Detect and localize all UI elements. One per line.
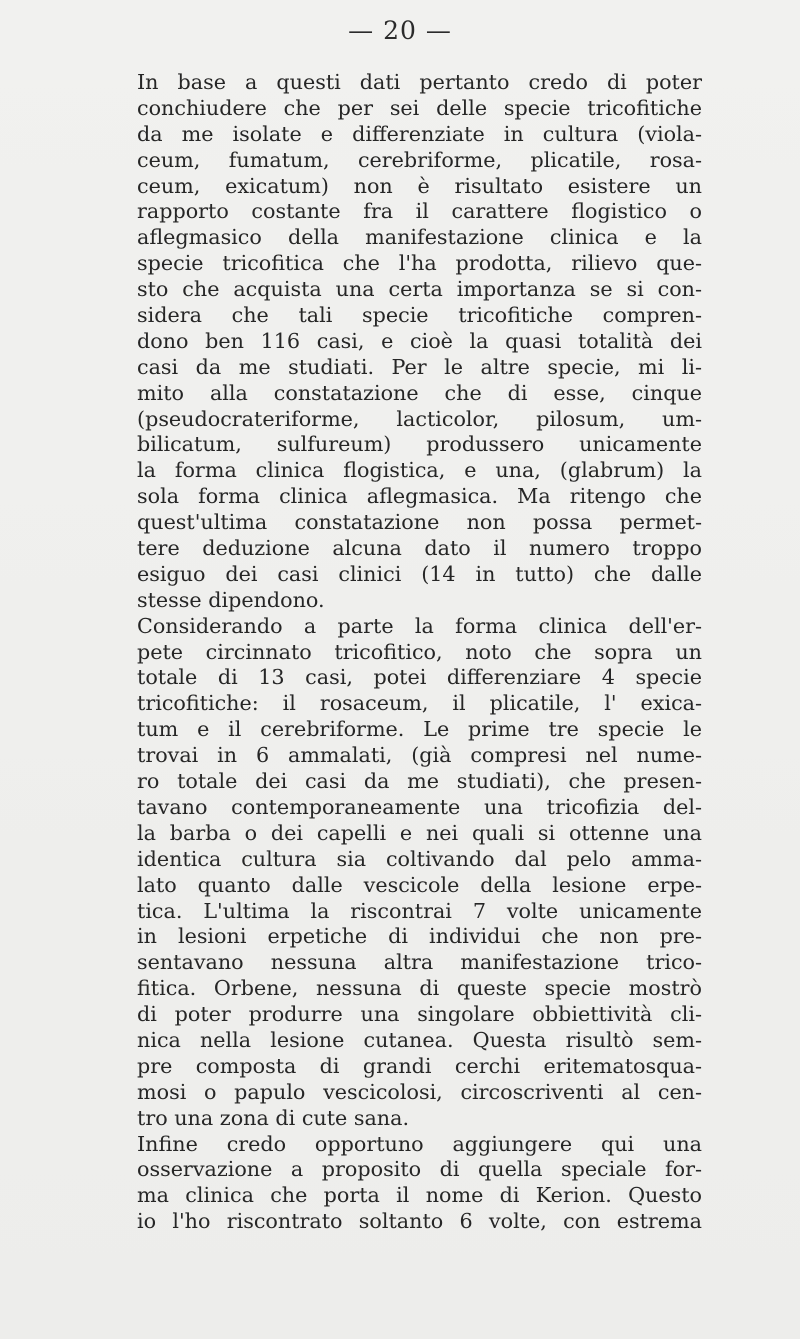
body-text xyxy=(137,70,702,1235)
text-line: ro totale dei casi da me studiati), che presen- xyxy=(137,769,702,794)
text-line: sidera che tali specie tricofitiche compren- xyxy=(137,303,702,328)
text-line: mosi o papulo vescicolosi, circoscriventi al cen- xyxy=(137,1079,702,1104)
text-line: lato quanto dalle vescicole della lesione erpe- xyxy=(137,872,702,897)
text-line: osservazione a proposito di quella speciale for- xyxy=(137,1157,702,1182)
text-line: tere deduzione alcuna dato il numero troppo xyxy=(137,536,702,561)
text-line: trovai in 6 ammalati, (già compresi nel nume- xyxy=(137,743,702,768)
page-number: — 20 — xyxy=(348,16,452,45)
text-line: ceum, exicatum) non è risultato esistere un xyxy=(137,173,702,198)
text-line: la barba o dei capelli e nei quali si ottenne una xyxy=(137,820,702,845)
text-line: sola forma clinica aflegmasica. Ma ritengo che xyxy=(137,484,702,509)
text-line: ceum, fumatum, cerebriforme, plicatile, rosa- xyxy=(137,147,702,172)
text-line: io l'ho riscontrato soltanto 6 volte, con estrema xyxy=(137,1209,702,1234)
text-line: tica. L'ultima la riscontrai 7 volte unicamente xyxy=(137,898,702,923)
text-line: quest'ultima constatazione non possa permet- xyxy=(137,510,702,535)
text-line: di poter produrre una singolare obbiettività cli- xyxy=(137,1002,702,1027)
text-line: (pseudocrateriforme, lacticolor, pilosum, um- xyxy=(137,406,702,431)
text-line: Considerando a parte la forma clinica dell'er- xyxy=(137,613,702,638)
text-line: specie tricofitica che l'ha prodotta, rilievo que- xyxy=(137,251,702,276)
text-line: in lesioni erpetiche di individui che non pre- xyxy=(137,924,702,949)
text-line: aflegmasico della manifestazione clinica e la xyxy=(137,225,702,250)
text-line: tro una zona di cute sana. xyxy=(137,1105,410,1130)
text-line: totale di 13 casi, potei differenziare 4 specie xyxy=(137,665,702,690)
text-line: nica nella lesione cutanea. Questa risultò sem- xyxy=(137,1027,702,1052)
text-line: identica cultura sia coltivando dal pelo amma- xyxy=(137,846,702,871)
text-line: stesse dipendono. xyxy=(137,587,325,612)
text-line: pete circinnato tricofitico, noto che sopra un xyxy=(137,639,702,664)
text-line: ma clinica che porta il nome di Kerion. Questo xyxy=(137,1183,702,1208)
text-line: dono ben 116 casi, e cioè la quasi totalità dei xyxy=(137,328,702,353)
text-line: fitica. Orbene, nessuna di queste specie mostrò xyxy=(137,976,702,1001)
text-line: In base a questi dati pertanto credo di poter xyxy=(137,70,702,94)
text-line: esiguo dei casi clinici (14 in tutto) che dalle xyxy=(137,561,702,586)
text-line: pre composta di grandi cerchi eritematosqua- xyxy=(137,1053,702,1078)
text-line: tavano contemporaneamente una tricofizia del- xyxy=(137,794,702,819)
text-line: bilicatum, sulfureum) produssero unicamente xyxy=(137,432,702,457)
text-line: Infine credo opportuno aggiungere qui una xyxy=(137,1131,702,1156)
text-line: rapporto costante fra il carattere flogistico o xyxy=(137,199,702,224)
text-line: tricofitiche: il rosaceum, il plicatile, l' exica- xyxy=(137,691,702,716)
text-line: sentavano nessuna altra manifestazione trico- xyxy=(137,950,702,975)
text-line: sto che acquista una certa importanza se si con- xyxy=(137,277,702,302)
text-line: la forma clinica flogistica, e una, (glabrum) la xyxy=(137,458,702,483)
text-line: mito alla constatazione che di esse, cinque xyxy=(137,380,702,405)
text-line: casi da me studiati. Per le altre specie, mi li- xyxy=(137,354,702,379)
text-line: da me isolate e differenziate in cultura (viola- xyxy=(137,121,702,146)
text-line: tum e il cerebriforme. Le prime tre specie le xyxy=(137,717,702,742)
text-line: conchiudere che per sei delle specie tricofitiche xyxy=(137,95,702,120)
